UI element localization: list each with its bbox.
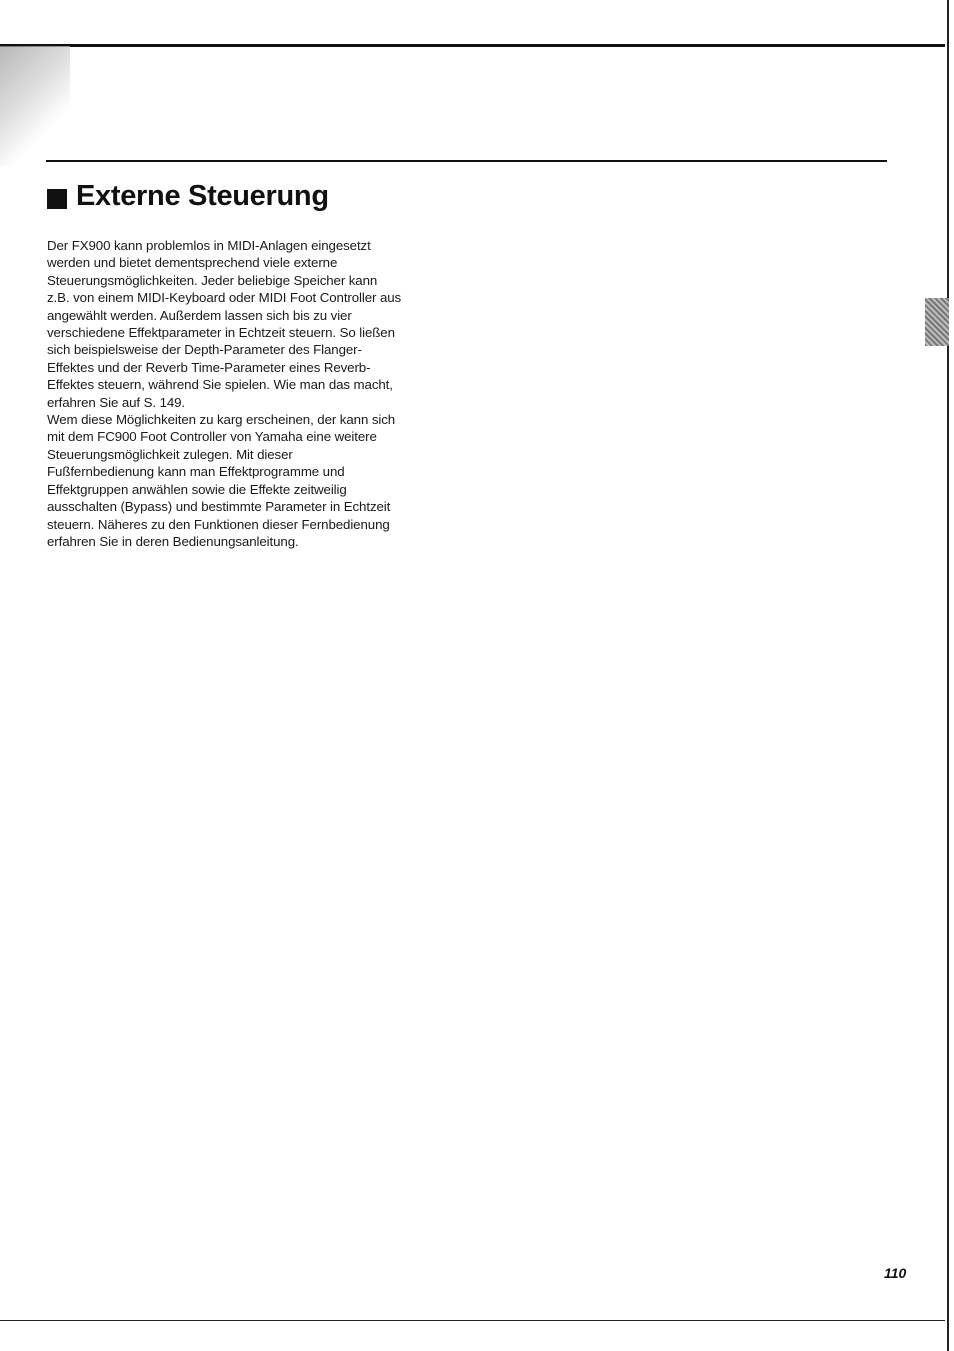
body-line: Fußfernbedienung kann man Effektprogramme und (47, 464, 345, 480)
body-paragraphs (47, 237, 447, 550)
bullet-square-icon (47, 189, 67, 209)
section-rule (46, 160, 887, 162)
body-line: z.B. von einem MIDI-Keyboard oder MIDI Foot Controller aus (47, 290, 402, 306)
body-line: steuern. Näheres zu den Funktionen dieser Fernbedienung (47, 516, 390, 532)
body-line: sich beispielsweise der Depth-Parameter des Flanger- (47, 342, 362, 358)
body-line: angewählt werden. Außerdem lassen sich bis zu vier (47, 307, 352, 323)
corner-shade (0, 46, 70, 166)
body-line: Wem diese Möglichkeiten zu karg erscheinen, der kann sich (47, 412, 396, 428)
body-line: Steuerungsmöglichkeit zulegen. Mit dieser (47, 446, 293, 462)
right-page-edge (947, 0, 949, 1351)
body-line: erfahren Sie auf S. 149. (47, 394, 186, 410)
body-line: mit dem FC900 Foot Controller von Yamaha eine weitere (47, 429, 377, 445)
section-title: Externe Steuerung (76, 180, 329, 212)
body-line: Steuerungsmöglichkeiten. Jeder beliebige Speicher kann (47, 272, 378, 288)
page-number: 110 (884, 1265, 907, 1281)
body-line: Effektes und der Reverb Time-Parameter eines Reverb- (47, 359, 371, 375)
body-line: Effektgruppen anwählen sowie die Effekte zeitweilig (47, 481, 347, 497)
section-thumb-tab (925, 298, 949, 346)
body-line: verschiedene Effektparameter in Echtzeit steuern. So ließen (47, 325, 395, 341)
bottom-rule (0, 1320, 945, 1321)
body-line: werden und bietet dementsprechend viele externe (47, 255, 338, 271)
body-line: Effektes steuern, während Sie spielen. Wie man das macht, (47, 377, 393, 393)
section-heading (47, 180, 329, 213)
body-line: erfahren Sie in deren Bedienungsanleitung. (47, 533, 299, 549)
body-line: ausschalten (Bypass) und bestimmte Parameter in Echtzeit (47, 499, 391, 515)
top-rule (0, 44, 945, 47)
body-line: Der FX900 kann problemlos in MIDI-Anlagen eingesetzt (47, 238, 371, 253)
